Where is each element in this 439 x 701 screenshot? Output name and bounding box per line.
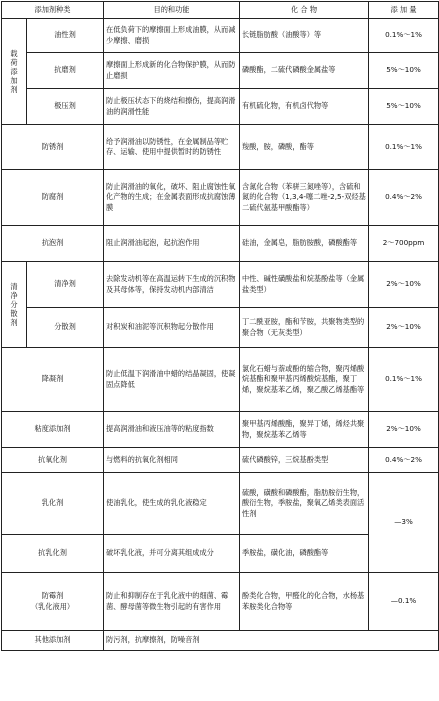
additive-type: 抗泡剂 [2,226,104,262]
amount-cell: 2%～10% [369,412,439,448]
table-row [2,53,439,89]
compound-cell: 磷酸酯，二硫代磷酸金属盐等 [240,53,369,89]
additive-type: 极压剂 [27,89,104,125]
amount-cell-merged: —3% [369,473,439,573]
group-label-detergent: 清净分散剂 [2,262,27,348]
compound-cell: 硫代磷酸锌，三烷基酚类型 [240,448,369,473]
compound-cell: 氯化石蜡与萘或酚的缩合物，聚丙烯酸烷基酯和聚甲基丙烯酸烷基酯，聚丁烯，聚烷基苯乙烯，聚乙酸乙烯基酯等 [240,348,369,412]
amount-cell: 0.1%～1% [369,125,439,170]
compound-cell: 季胺盐，磺化油，磷酸酯等 [240,535,369,573]
table-row [2,170,439,226]
header-type: 添加剂种类 [2,2,104,19]
header-compound: 化 合 物 [240,2,369,19]
group-label-load: 载荷添加剂 [2,19,27,125]
header-purpose: 目的和功能 [104,2,240,19]
additive-type: 乳化剂 [2,473,104,535]
additive-type: 降凝剂 [2,348,104,412]
table-row [2,473,439,535]
purpose-cell: 防止润滑油的氧化，破坏、阻止腐蚀性氧化产物的生成；在金属表面形成抗腐蚀薄膜 [104,170,240,226]
amount-cell: 0.4%～2% [369,448,439,473]
compound-cell: 羧酸，胺，磷酸，酯等 [240,125,369,170]
additive-type: 抗氧化剂 [2,448,104,473]
amount-cell: 0.1%～1% [369,348,439,412]
compound-cell: 聚甲基丙烯酸酯，聚异丁烯，烯烃共聚物，聚烷基苯乙烯等 [240,412,369,448]
additive-table [1,1,439,651]
purpose-cell: 防止极压状态下的烧结和擦伤，提高润滑油的润滑性能 [104,89,240,125]
additive-type: 抗磨剂 [27,53,104,89]
compound-cell: 酚类化合物，甲醛化的化合物，水杨基苯胺类化合物等 [240,573,369,631]
purpose-cell: 使油乳化，使生成的乳化液稳定 [104,473,240,535]
table-row [2,89,439,125]
purpose-cell: 摩擦面上形成新的化合物保护膜，从而防止磨损 [104,53,240,89]
additive-type-note: （乳化液用） [30,601,75,611]
table-header-row [2,2,439,19]
compound-cell: 有机硫化物，有机卤代物等 [240,89,369,125]
purpose-cell: 破坏乳化液，并可分离其组成成分 [104,535,240,573]
amount-cell: 5%～10% [369,89,439,125]
amount-cell: 2～700ppm [369,226,439,262]
additive-type: 其他添加剂 [2,631,104,651]
additive-type: 抗乳化剂 [2,535,104,573]
compound-cell: 含氮化合物（苯骈三氮唑等），含硫和氮的化合物（1,3,4-噻二唑-2,5-双烃基二硫代氨基甲酸酯等） [240,170,369,226]
table-row [2,262,439,308]
additive-type: 防锈剂 [2,125,104,170]
purpose-cell: 对积炭和油泥等沉积物起分散作用 [104,308,240,348]
compound-cell: 丁二酰亚胺，酯和苄胺，共聚物类型的聚合物（无灰类型） [240,308,369,348]
additive-type: 油性剂 [27,19,104,53]
amount-cell: 5%～10% [369,53,439,89]
purpose-cell: 给予润滑油以防锈性，在金属制品等贮存、运输、使用中提供暂时的防锈性 [104,125,240,170]
table-row [2,125,439,170]
table-row [2,412,439,448]
additive-type: 粘度添加剂 [2,412,104,448]
additive-type: 分散剂 [27,308,104,348]
purpose-cell: 在低负荷下的摩擦面上形成油膜，从而减少摩擦、磨损 [104,19,240,53]
purpose-cell: 与燃料的抗氧化剂相同 [104,448,240,473]
additive-type: 防腐剂 [2,170,104,226]
table-row [2,226,439,262]
table-row [2,448,439,473]
header-amount: 添 加 量 [369,2,439,19]
additive-type: 清净剂 [27,262,104,308]
table-row [2,573,439,631]
purpose-cell: 去除发动机等在高温运转下生成的沉积物及其母体等，保持发动机内部清洁 [104,262,240,308]
purpose-cell: 提高润滑油和液压油等的粘度指数 [104,412,240,448]
compound-cell: 长链脂肪酸（油酸等）等 [240,19,369,53]
additive-type-name: 防霉剂 [41,591,64,601]
amount-cell: 0.4%～2% [369,170,439,226]
purpose-cell: 防止和抑制存在于乳化液中的细菌、霉菌、酵母菌等微生物引起的有害作用 [104,573,240,631]
amount-cell: 2%～10% [369,308,439,348]
amount-cell: —0.1% [369,573,439,631]
purpose-cell: 阻止润滑油起泡，起抗泡作用 [104,226,240,262]
additive-type [2,573,104,631]
compound-cell: 硫酸，磺酸和磷酸酯，脂肪胺衍生物，酸衍生物，季胺盐，聚氧乙烯类表面活性剂 [240,473,369,535]
compound-cell: 中性、碱性磺酸盐和烷基酚盐等（金属盐类型） [240,262,369,308]
table-row [2,19,439,53]
compound-cell: 硅油，金属皂，脂肪胺酸，磷酸酯等 [240,226,369,262]
table-row [2,308,439,348]
table-row [2,631,439,651]
purpose-cell: 防污剂，抗摩擦剂，防噪音剂 [104,631,439,651]
amount-cell: 2%～10% [369,262,439,308]
purpose-cell: 防止低温下润滑油中蜡的结晶凝固，使凝固点降低 [104,348,240,412]
table-row [2,348,439,412]
amount-cell: 0.1%～1% [369,19,439,53]
